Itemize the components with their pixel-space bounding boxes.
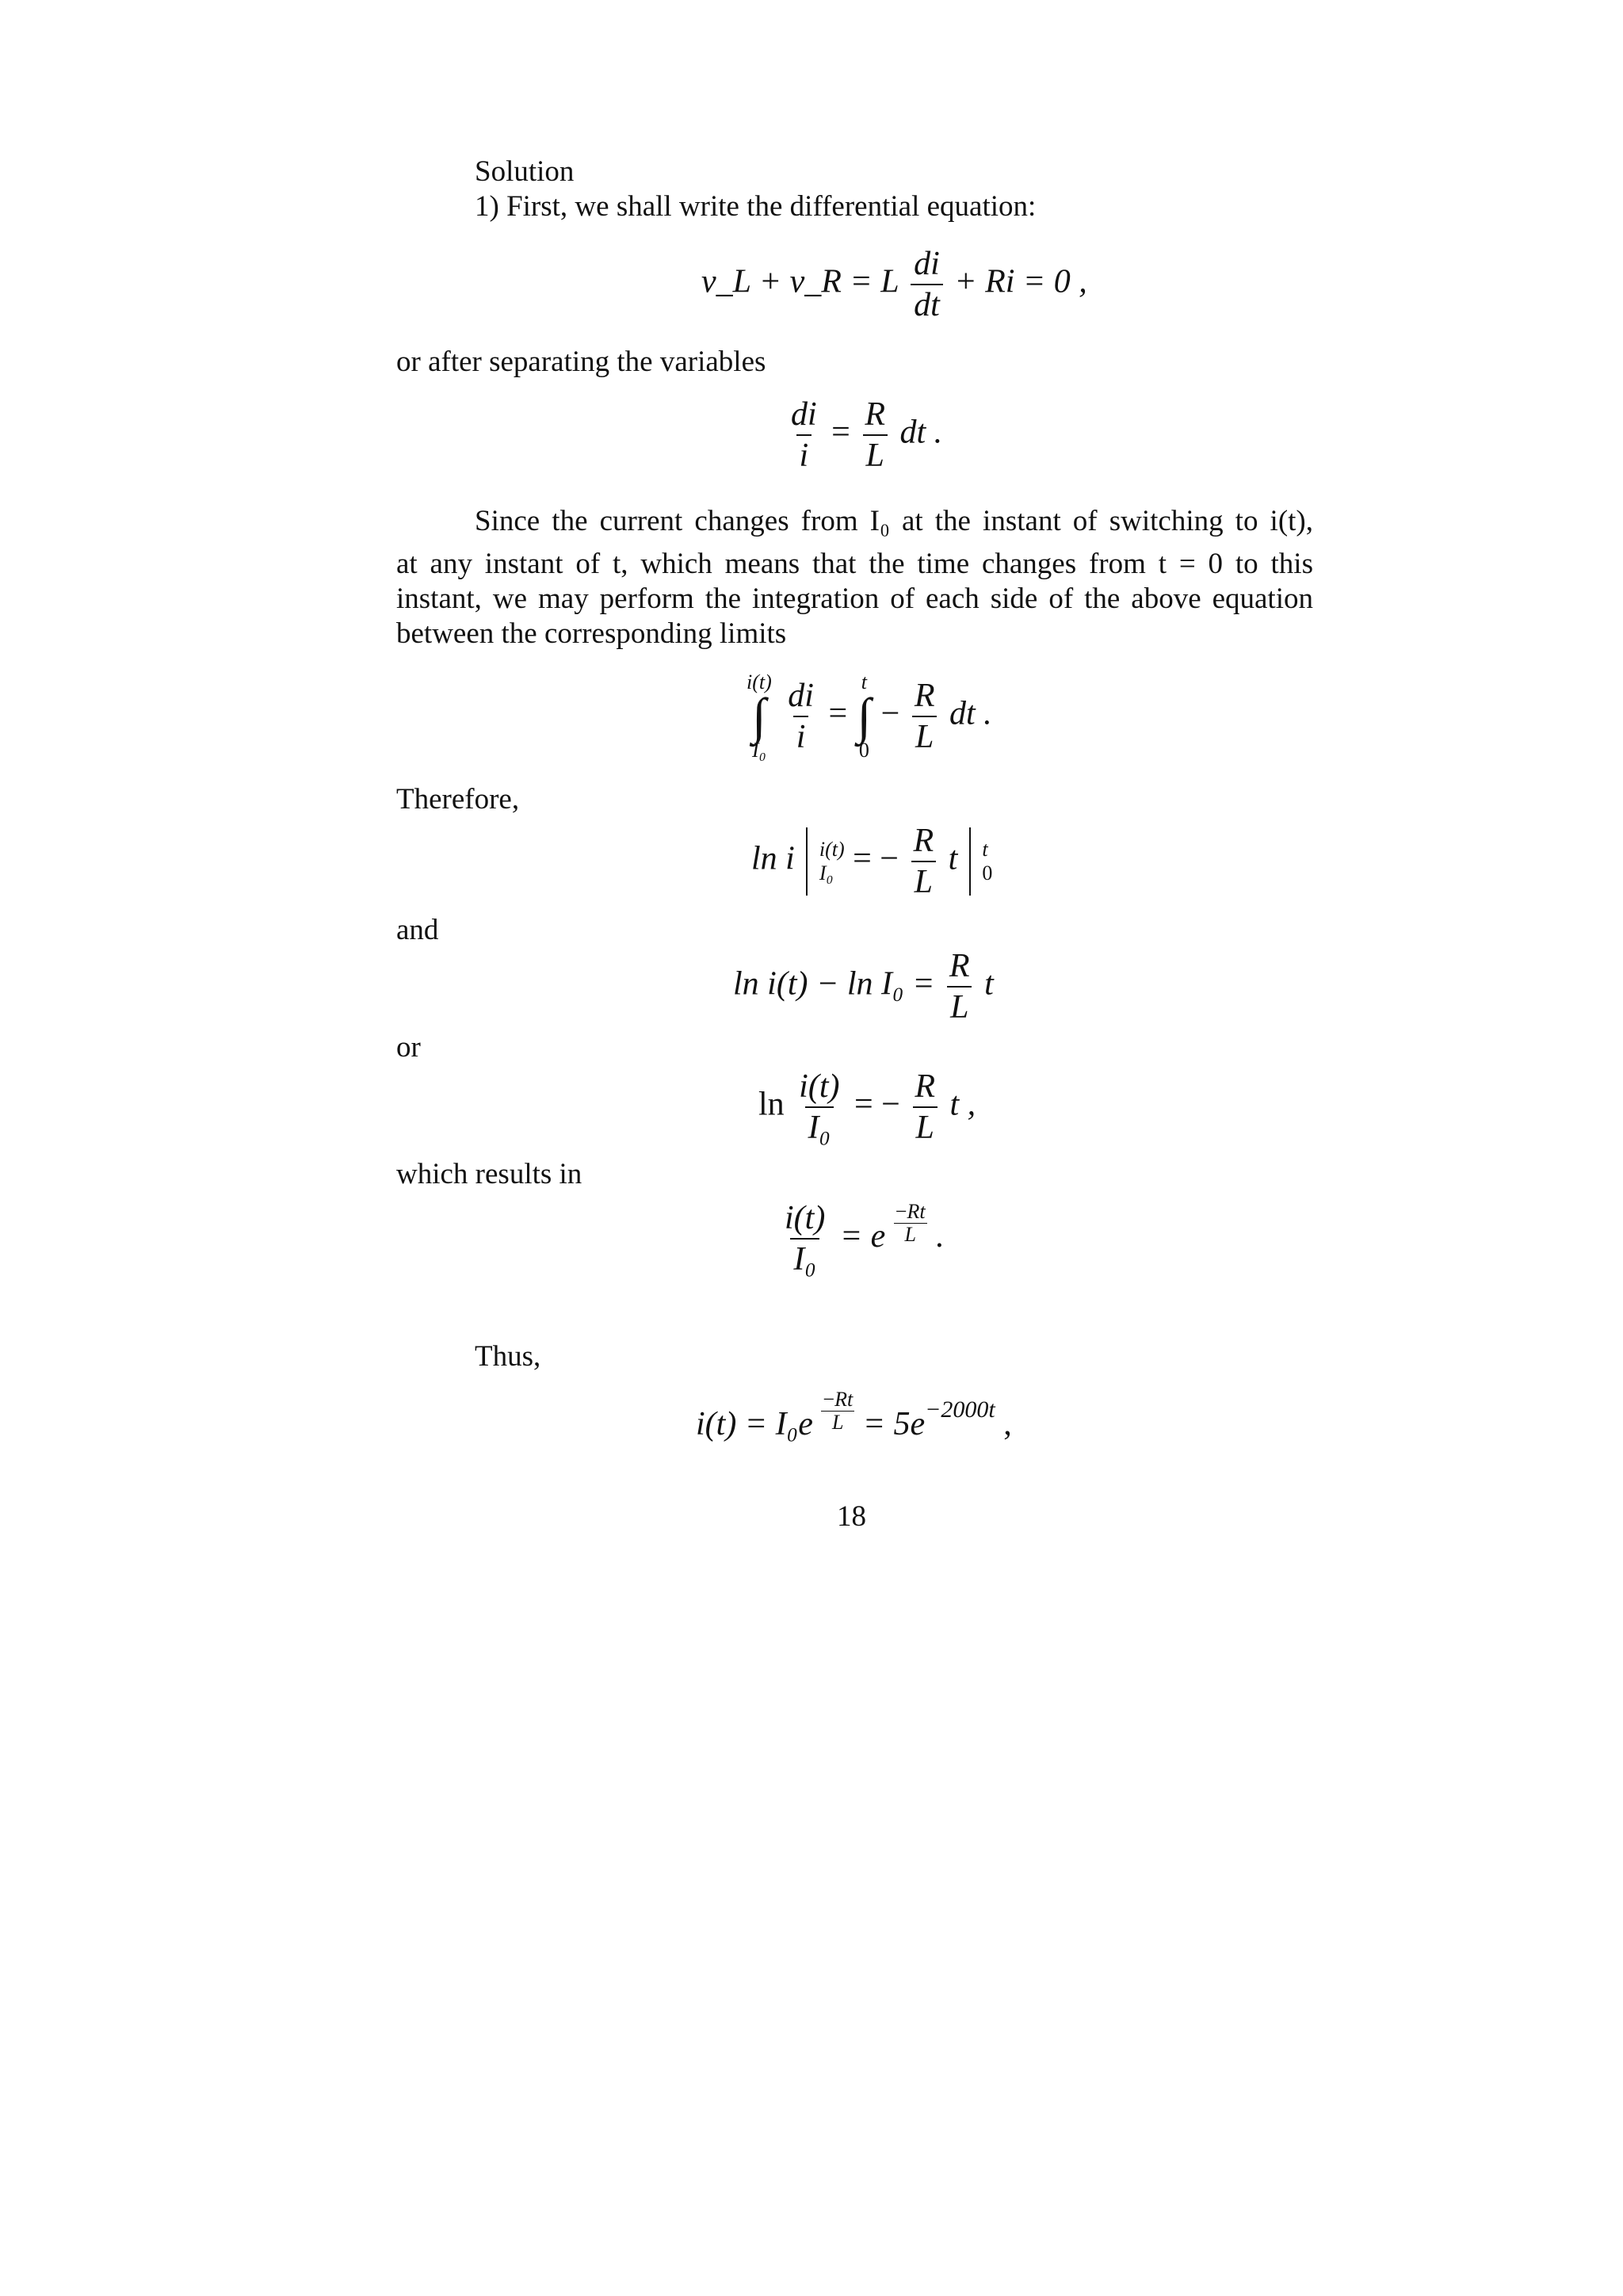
equation-integral: [745, 672, 992, 761]
eq2-rhs: dt .: [899, 414, 943, 451]
eq2-num1: di: [791, 396, 817, 433]
eq3-equals: =: [828, 695, 848, 732]
eq6-rhs: t ,: [949, 1086, 976, 1123]
eq8-exp-t: t: [846, 1388, 854, 1411]
eq7-exp-top: [894, 1201, 927, 1224]
eq3-num2: R: [914, 678, 935, 714]
thus-text: Thus,: [475, 1340, 541, 1373]
eq7-num: i(t): [785, 1200, 826, 1237]
eq8-sup: −2000t: [925, 1396, 995, 1423]
eq5-den: L: [947, 986, 972, 1024]
eq3-lower2: 0: [858, 739, 869, 762]
equation-final-current: [696, 1389, 1012, 1441]
eq4-upper2: t: [982, 838, 988, 861]
paragraph-line-3: instant, we may perform the integration of each side of the above equation: [396, 583, 1313, 615]
equation-differential: [701, 247, 1087, 322]
eq8-exponent: [821, 1389, 854, 1434]
integral-sign: ∫: [857, 688, 872, 744]
eq3-integral-left: [747, 672, 772, 761]
eq2-frac-right: [861, 398, 888, 472]
eq3-minus: −: [880, 695, 900, 732]
eq3-frac-left: [785, 679, 817, 754]
paragraph-line-4: between the corresponding limits: [396, 617, 787, 650]
separating-text: or after separating the variables: [396, 346, 766, 378]
paragraph-line-1: Since the current changes from I₀ at the instant of switching to i(t),: [475, 505, 1313, 537]
eq6-equals: = −: [854, 1086, 900, 1123]
eq6-den2: L: [913, 1106, 938, 1144]
eq4-den: L: [911, 861, 936, 899]
step-1-text: 1) First, we shall write the differential equation:: [475, 190, 1037, 223]
eq7-exp-num: R: [907, 1200, 920, 1223]
eq8-end: ,: [1003, 1406, 1012, 1442]
eq1-rhs: + Ri = 0 ,: [954, 263, 1087, 300]
eq6-den1: I₀: [805, 1106, 834, 1144]
eq4-equals: = −: [853, 840, 899, 877]
eq4-limits-left: [819, 838, 845, 885]
equation-log-ratio: [758, 1070, 976, 1144]
eq8-exp-den: L: [832, 1411, 844, 1434]
eq4-t: t: [948, 840, 958, 877]
eq2-frac-left: [788, 398, 820, 472]
eq8-exp-minus: −: [823, 1388, 835, 1411]
results-in-text: which results in: [396, 1158, 582, 1190]
eq7-exp-minus: −: [895, 1200, 907, 1223]
solution-heading: Solution: [475, 155, 575, 188]
eq1-fraction: [911, 247, 943, 322]
eq3-frac-right: [911, 679, 938, 754]
eq6-ln: ln: [758, 1086, 785, 1123]
eq7-exp-den: L: [904, 1223, 916, 1246]
integral-sign: ∫: [752, 688, 766, 744]
eq1-lhs: v_L + v_R = L: [701, 263, 899, 300]
eq1-den: dt: [911, 284, 943, 322]
eq7-fraction: [781, 1201, 828, 1276]
eq4-lower2: 0: [982, 861, 993, 884]
equation-exponential-ratio: [778, 1201, 944, 1276]
and-text: and: [396, 914, 439, 946]
eq5-num: R: [949, 948, 970, 984]
eq6-num1: i(t): [799, 1068, 840, 1105]
eq3-upper2: t: [861, 670, 867, 693]
eq7-exponent: [894, 1201, 927, 1246]
eq3-den2: L: [912, 716, 937, 754]
eq2-den1: i: [796, 434, 812, 472]
eq5-fraction: [946, 949, 973, 1024]
eq7-end: .: [935, 1218, 944, 1255]
eq1-num: di: [914, 246, 940, 282]
eq8-mid: = 5e: [862, 1406, 926, 1442]
eq3-rhs: dt .: [949, 695, 992, 732]
eq3-integral-right: [857, 672, 872, 761]
eq5-lhs: ln i(t) − ln I₀ =: [733, 965, 935, 1003]
equation-log-evaluated: [751, 824, 992, 899]
eq6-frac-left: [796, 1070, 842, 1144]
eq4-upper1: i(t): [819, 838, 845, 861]
eq4-lower1: I₀: [819, 861, 834, 884]
eq4-fraction: [910, 824, 937, 899]
or-text: or: [396, 1031, 421, 1064]
eq3-num1: di: [788, 678, 814, 714]
eq7-exp-t: t: [919, 1200, 926, 1223]
eq4-lhs: ln i: [751, 840, 795, 877]
eval-bar: [806, 827, 808, 896]
eq2-den2: L: [863, 434, 888, 472]
eq8-exp-num: R: [834, 1388, 847, 1411]
eq3-lower1: I₀: [752, 739, 766, 762]
therefore-text: Therefore,: [396, 783, 520, 816]
page-number: 18: [837, 1500, 866, 1533]
eq2-equals: =: [831, 414, 850, 451]
eq6-num2: R: [915, 1068, 936, 1105]
eq7-den: I₀: [790, 1238, 819, 1276]
eq2-num2: R: [865, 396, 886, 433]
equation-log-difference: [733, 949, 994, 1024]
eq5-rhs: t: [984, 965, 994, 1003]
paragraph-line-2: at any instant of t, which means that the time changes from t = 0 to this: [396, 548, 1313, 580]
eq8-exp-top: [821, 1389, 854, 1412]
eq3-den1: i: [793, 716, 809, 754]
eq8-lhs: i(t) = I₀e: [696, 1406, 813, 1442]
eq7-equals-e: = e: [839, 1218, 886, 1255]
equation-separated: [785, 398, 942, 472]
eq6-frac-right: [911, 1070, 938, 1144]
eq4-num: R: [913, 823, 934, 859]
eval-bar: [969, 827, 971, 896]
eq3-upper1: i(t): [747, 670, 772, 693]
eq4-limits-right: [982, 838, 992, 885]
